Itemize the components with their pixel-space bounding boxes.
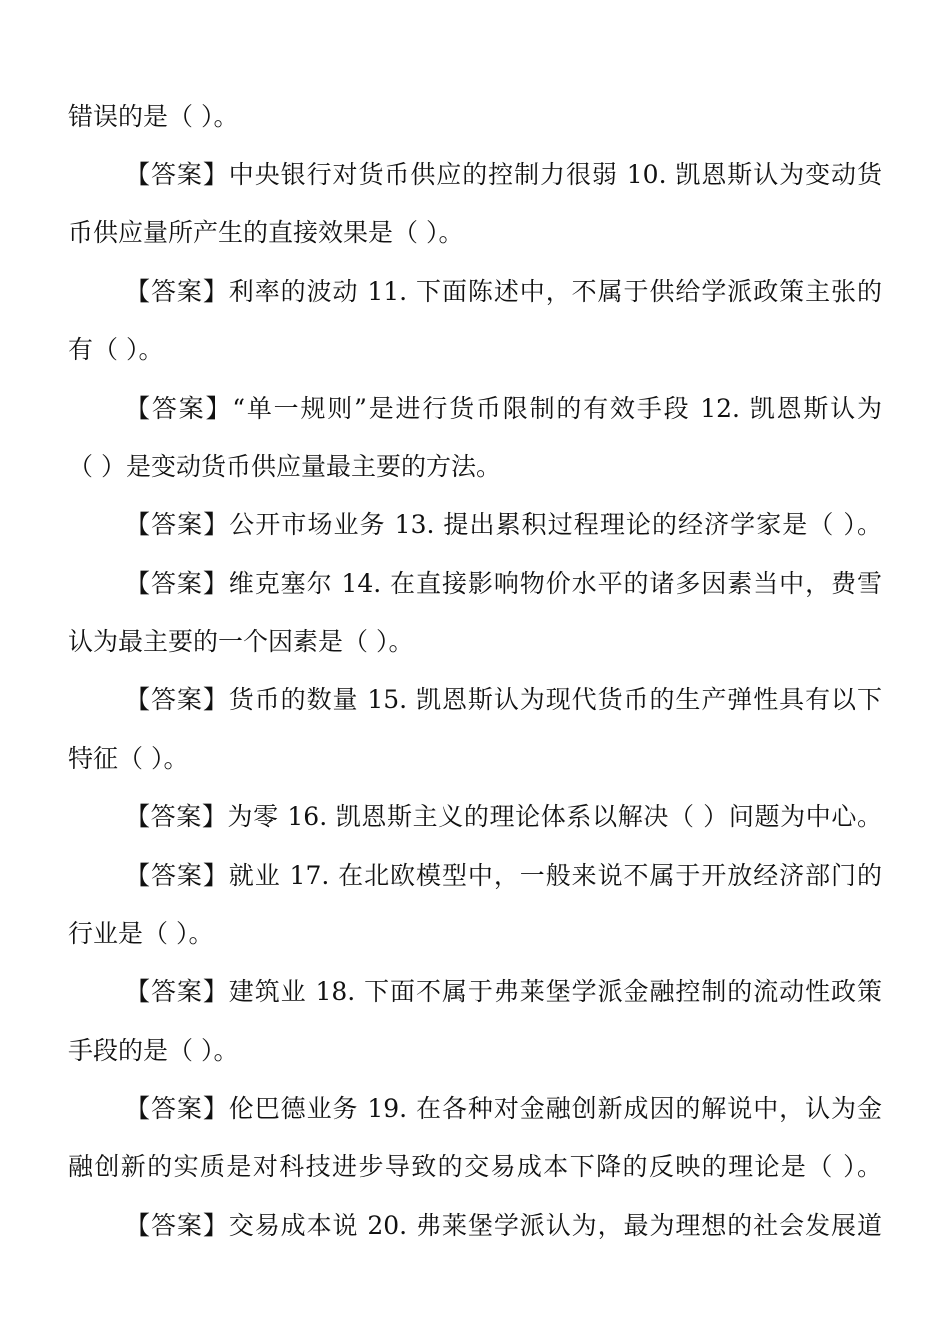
- answer-line: 【答案】中央银行对货币供应的控制力很弱 10. 凯恩斯认为变动货: [125, 160, 882, 189]
- answer-line: 【答案】为零 16. 凯恩斯主义的理论体系以解决（ ）问题为中心。: [125, 802, 882, 831]
- text-line: （ ）是变动货币供应量最主要的方法。: [68, 452, 501, 481]
- answer-line: 【答案】“单一规则”是进行货币限制的有效手段 12. 凯恩斯认为: [125, 394, 882, 423]
- answer-line: 【答案】伦巴德业务 19. 在各种对金融创新成因的解说中，认为金: [125, 1094, 882, 1123]
- answer-line: 【答案】交易成本说 20. 弗莱堡学派认为，最为理想的社会发展道: [125, 1211, 882, 1240]
- text-line: 手段的是（ ）。: [68, 1036, 239, 1065]
- text-line: 错误的是（ ）。: [68, 102, 239, 131]
- text-line: 融创新的实质是对科技进步导致的交易成本下降的反映的理论是（ ）。: [68, 1152, 882, 1181]
- answer-line: 【答案】公开市场业务 13. 提出累积过程理论的经济学家是（ ）。: [125, 510, 882, 539]
- answer-line: 【答案】货币的数量 15. 凯恩斯认为现代货币的生产弹性具有以下: [125, 685, 882, 714]
- answer-line: 【答案】就业 17. 在北欧模型中，一般来说不属于开放经济部门的: [125, 861, 882, 890]
- answer-line: 【答案】维克塞尔 14. 在直接影响物价水平的诸多因素当中，费雪: [125, 569, 882, 598]
- answer-line: 【答案】利率的波动 11. 下面陈述中，不属于供给学派政策主张的: [125, 277, 882, 306]
- text-line: 有（ ）。: [68, 335, 164, 364]
- text-line: 特征（ ）。: [68, 744, 189, 773]
- answer-line: 【答案】建筑业 18. 下面不属于弗莱堡学派金融控制的流动性政策: [125, 977, 882, 1006]
- text-line: 币供应量所产生的直接效果是（ ）。: [68, 218, 464, 247]
- text-line: 行业是（ ）。: [68, 919, 214, 948]
- text-line: 认为最主要的一个因素是（ ）。: [68, 627, 414, 656]
